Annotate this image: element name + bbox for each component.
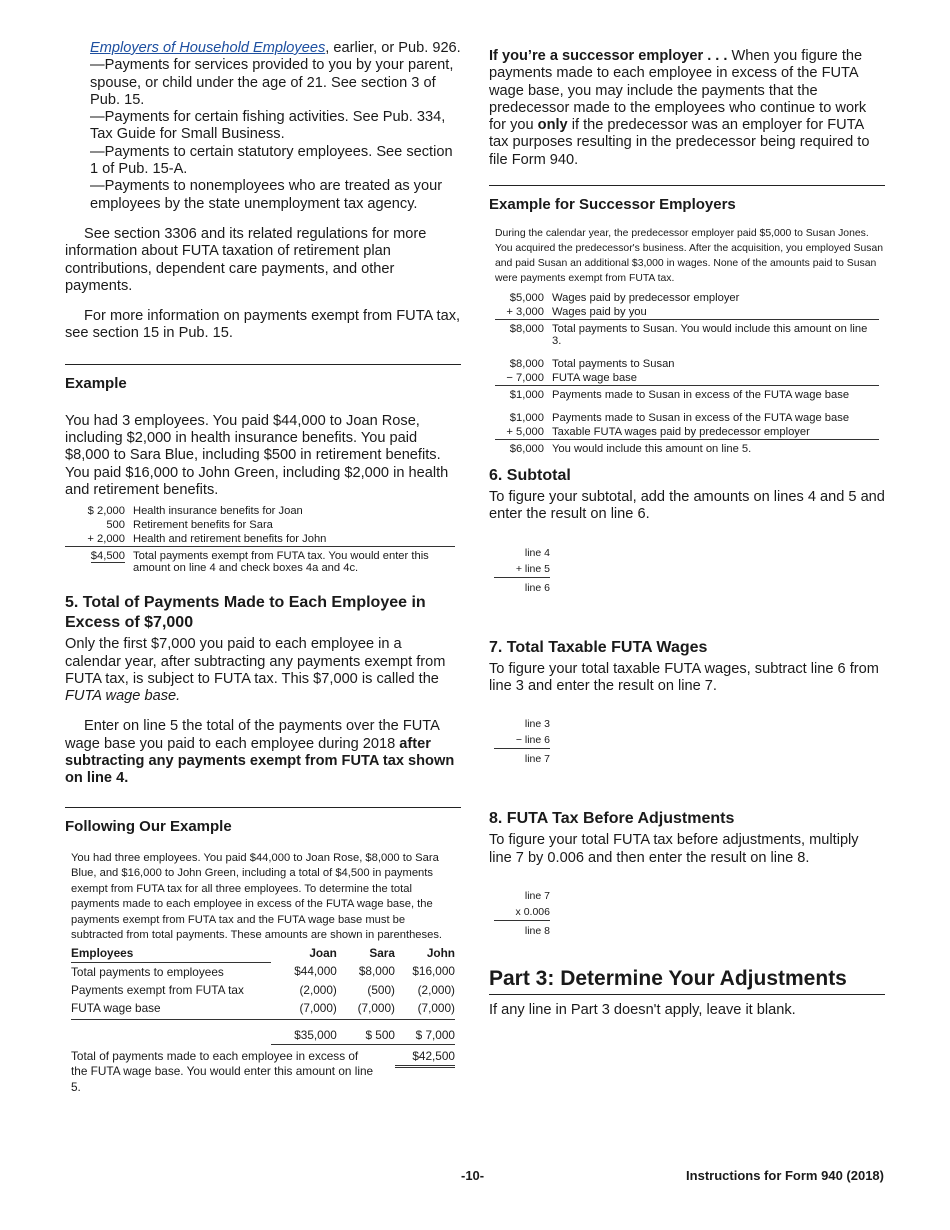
list-item: —Payments for services provided to you by your parent, spouse, or child under the age of 21. See section 3 of Pub. 15. <box>90 57 454 108</box>
table-row: + 2,000 Health and retirement benefits for John <box>65 532 455 547</box>
following-example-text: You had three employees. You paid $44,000 to Joan Rose, $8,000 to Sara Blue, and $16,000 to John Green, including a total of $4,500 in payments exempt from FUTA tax for all three employees. To determine the total payments made to each employee in excess of the FUTA wage base, the payments exempt from FUTA tax and the FUTA wage base must be subtracted from total payments. These amounts are shown in parentheses. <box>71 851 443 942</box>
successor-calc-table <box>495 291 879 456</box>
final-total-row: Total of payments made to each employee in excess of the FUTA wage base. You would enter this amount on line 5. $42,500 <box>71 1048 455 1094</box>
example-text: You had 3 employees. You paid $44,000 to Joan Rose, including $2,000 in health insurance benefits. You paid $8,000 to Sara Blue, including $500 in retirement benefits. You paid $16,000 to John Green, including $2,000 in health and retirement benefits. <box>65 412 449 498</box>
section-7-heading: 7. Total Taxable FUTA Wages <box>489 638 708 656</box>
part-3-text: If any line in Part 3 doesn't apply, leave it blank. <box>489 1001 796 1018</box>
calc-row: x 0.006 <box>494 904 550 921</box>
divider <box>65 807 461 808</box>
table-row: Total payments to employees $44,000 $8,000 $16,000 <box>71 964 455 979</box>
example-heading: Example <box>65 374 127 392</box>
table-row: FUTA wage base (7,000) (7,000) (7,000) <box>71 999 455 1020</box>
following-example-heading: Following Our Example <box>65 817 232 835</box>
section-7-calc <box>494 716 550 767</box>
calc-row: line 8 <box>524 924 550 937</box>
section-5-paragraph-1: Only the first $7,000 you paid to each employee in a calendar year, after subtracting any payments exempt from FUTA tax, is subject to FUTA tax. This $7,000 is called the FUTA wage base. <box>65 636 446 705</box>
list-item: —Payments to nonemployees who are treated as your employees by the state unemployment tax agency. <box>90 178 443 212</box>
calc-row: line 7 <box>524 753 550 766</box>
employees-table <box>71 944 455 1098</box>
calc-row: − line 6 <box>494 732 550 749</box>
table-row: $8,000 Total payments to Susan <box>509 358 675 371</box>
exempt-payments-list: Employers of Household Employees, earlier, or Pub. 926. —Payments for services provided to you by your parent, spouse, or child under the age of 21. See section 3 of Pub. 15. —Payments for certain fishing activities. See Pub. 334, Tax Guide for Small Business. —Payments to certain statutory employees. See section 1 of Pub. 15-A. —Payments to nonemployees who are treated as your employees by the state unemployment tax agency. <box>90 40 461 212</box>
calc-row: line 6 <box>524 581 550 594</box>
section-7-text: To figure your total taxable FUTA wages, subtract line 6 from line 3 and enter the result on line 7. <box>489 660 879 694</box>
following-example-box <box>65 851 457 1098</box>
section-6-calc <box>494 545 550 596</box>
example-calc-table <box>65 504 455 575</box>
part-3-heading: Part 3: Determine Your Adjustments <box>489 967 885 995</box>
divider <box>65 364 461 365</box>
table-row: $5,000 Wages paid by predecessor employer <box>509 292 740 305</box>
list-item: —Payments to certain statutory employees. See section 1 of Pub. 15-A. <box>90 143 453 178</box>
table-header-row: Employees Joan Sara John <box>71 944 455 963</box>
section-3306-paragraph: See section 3306 and its related regulations for more information about FUTA taxation of retirement plan contributions, dependent care payments, and other payments. <box>65 225 427 294</box>
table-row: $1,000 Payments made to Susan in excess of the FUTA wage base <box>509 412 850 425</box>
calc-row: line 3 <box>524 718 550 731</box>
calc-row: + line 5 <box>494 561 550 578</box>
section-6-text: To figure your subtotal, add the amounts on lines 4 and 5 and enter the result on line 6. <box>489 489 885 523</box>
left-column <box>65 40 461 1097</box>
table-row: $1,000 Payments made to Susan in excess of the FUTA wage base <box>509 389 850 402</box>
section-6-heading: 6. Subtotal <box>489 467 571 485</box>
table-row: + 5,000 Taxable FUTA wages paid by predecessor employer <box>495 425 879 440</box>
document-title: Instructions for Form 940 (2018) <box>686 1168 884 1183</box>
section-5-heading: 5. Total of Payments Made to Each Employee in Excess of $7,000 <box>65 594 426 632</box>
list-item: —Payments for certain fishing activities. See Pub. 334, Tax Guide for Small Business. <box>90 109 446 143</box>
calc-row: line 7 <box>524 889 550 902</box>
successor-example-heading: Example for Successor Employers <box>489 196 736 214</box>
final-total-amount: $42,500 <box>395 1049 455 1068</box>
calc-row: line 4 <box>524 546 550 559</box>
table-row: $ 2,000 Health insurance benefits for Joan <box>87 505 303 518</box>
divider <box>489 185 885 186</box>
successor-example-box <box>489 226 885 456</box>
page-number: -10- <box>461 1168 485 1183</box>
table-row: 500 Retirement benefits for Sara <box>106 519 273 532</box>
table-row: − 7,000 FUTA wage base <box>495 371 879 386</box>
table-row: $8,000 Total payments to Susan. You would include this amount on line 3. <box>509 323 868 348</box>
table-row: $6,000 You would include this amount on line 5. <box>509 443 752 456</box>
table-row: Payments exempt from FUTA tax (2,000) (500) (2,000) <box>71 982 455 997</box>
successor-paragraph: If you’re a successor employer . . . When you figure the payments made to each employee in excess of the FUTA wage base, you may include the payments that the predecessor made to the employees who continue to work for you only if the predecessor was an employer for FUTA tax purposes resulting in the predecessor being required to file Form 940. <box>489 48 870 168</box>
more-info-paragraph: For more information on payments exempt from FUTA tax, see section 15 in Pub. 15. <box>65 308 461 342</box>
totals-row: $35,000 $ 500 $ 7,000 <box>71 1019 455 1044</box>
successor-example-text: During the calendar year, the predecessor employer paid $5,000 to Susan Jones. You acquired the predecessor's business. After the acquisition, you employed Susan and paid Susan an additional $3,000 in wages. None of the amounts paid to Susan were payments exempt from FUTA tax. <box>495 228 884 285</box>
section-8-text: To figure your total FUTA tax before adjustments, multiply line 7 by 0.006 and then enter the result on line 8. <box>489 832 859 866</box>
table-row: + 3,000 Wages paid by you <box>495 305 879 320</box>
table-row: $4,500 Total payments exempt from FUTA tax. You would enter this amount on line 4 and check boxes 4a and 4c. <box>90 550 429 575</box>
section-8-calc <box>494 888 550 939</box>
household-employees-link[interactable]: Employers of Household Employees <box>90 40 326 56</box>
right-column <box>489 48 885 1019</box>
section-5-paragraph-2: Enter on line 5 the total of the payments over the FUTA wage base you paid to each employee during 2018 after subtracting any payments exempt from FUTA tax shown on line 4. <box>65 718 455 787</box>
section-8-heading: 8. FUTA Tax Before Adjustments <box>489 810 735 828</box>
